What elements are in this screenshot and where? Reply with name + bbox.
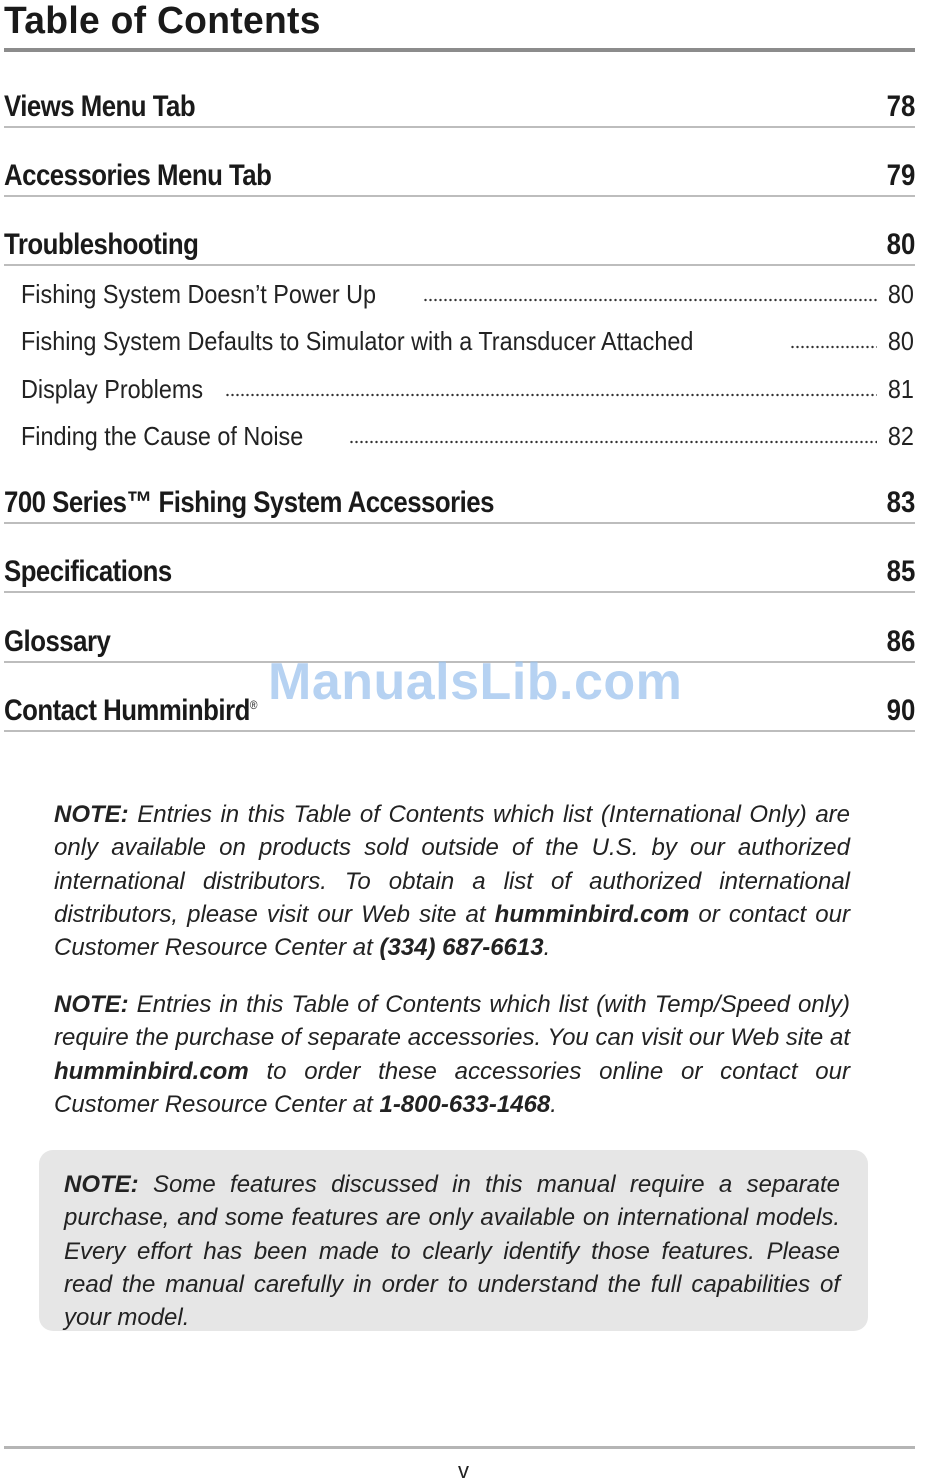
toc-entry-page: 86 bbox=[886, 625, 915, 658]
note-temp-speed: NOTE: Entries in this Table of Contents which list (with Temp/Speed only) require the purchase of separate accessories. You can visit our Web site at humminbird.com to order these accessories online or contact our Customer Resource Center at 1-800-633-1468. bbox=[54, 991, 850, 1118]
toc-entry-page: 90 bbox=[886, 694, 915, 727]
toc-entry-page: 85 bbox=[886, 555, 915, 588]
page-title: Table of Contents bbox=[4, 0, 321, 42]
toc-entry-views-menu-tab[interactable] bbox=[4, 82, 915, 128]
toc-subentry-page: 81 bbox=[887, 374, 914, 404]
toc-entry-page: 80 bbox=[886, 228, 915, 261]
website-link[interactable]: humminbird.com bbox=[54, 1057, 249, 1085]
dot-leader bbox=[423, 297, 877, 303]
toc-subentry-page: 80 bbox=[887, 279, 914, 309]
note-prefix: NOTE: bbox=[54, 991, 129, 1018]
dot-leader bbox=[225, 392, 877, 398]
toc-subentry-label: Fishing System Defaults to Simulator with a Transducer Attached bbox=[21, 326, 694, 356]
toc-entry-label: 700 Series™ Fishing System Accessories bbox=[4, 486, 494, 519]
title-divider bbox=[4, 48, 915, 52]
toc-subentry-label: Fishing System Doesn’t Power Up bbox=[21, 279, 377, 309]
note-prefix: NOTE: bbox=[64, 1171, 139, 1198]
dot-leader bbox=[790, 344, 877, 350]
note-prefix: NOTE: bbox=[54, 801, 129, 828]
toc-entry-page: 78 bbox=[886, 90, 915, 123]
toc-entry-accessories-menu-tab[interactable] bbox=[4, 151, 915, 197]
boxed-note-text: NOTE: Some features discussed in this manual require a separate purchase, and some features are only available on international models. Every effort has been made to clearly identify those features. Please read the manual carefully in order to understand the full capabilities of your model. bbox=[64, 1171, 840, 1332]
toc-entry-label: Glossary bbox=[4, 625, 111, 658]
watermark: ManualsLib.com bbox=[268, 653, 683, 711]
toc-entry-label: Troubleshooting bbox=[4, 228, 199, 261]
page-number: v bbox=[458, 1458, 469, 1483]
phone-number: (334) 687-6613 bbox=[379, 934, 544, 962]
phone-number: 1-800-633-1468 bbox=[379, 1090, 551, 1118]
toc-subentry-label: Display Problems bbox=[21, 374, 204, 404]
toc-subentry-page: 80 bbox=[887, 326, 914, 356]
toc-subentry-page: 82 bbox=[887, 421, 914, 451]
toc-entry-page: 79 bbox=[886, 159, 915, 192]
dot-leader bbox=[349, 439, 877, 445]
toc-entry-troubleshooting[interactable] bbox=[4, 220, 915, 266]
toc-subentry-noise[interactable] bbox=[21, 420, 914, 452]
toc-subentry-label: Finding the Cause of Noise bbox=[21, 421, 304, 451]
toc-entry-label: Accessories Menu Tab bbox=[4, 159, 272, 192]
registered-mark: ® bbox=[249, 698, 257, 712]
toc-entry-page: 83 bbox=[886, 486, 915, 519]
toc-entry-label: Views Menu Tab bbox=[4, 90, 196, 123]
note-international: NOTE: Entries in this Table of Contents which list (International Only) are only available on products sold outside of the U.S. by our authorized international distributors. To obtain a list of authorized international distributors, please visit our Web site at humminbird.com or contact our Customer Resource Center at (334) 687-6613. bbox=[54, 801, 850, 962]
toc-subentry-display-problems[interactable] bbox=[21, 373, 914, 405]
footer-divider bbox=[4, 1446, 915, 1449]
boxed-note bbox=[39, 1150, 868, 1331]
toc-entry-accessories[interactable] bbox=[4, 478, 915, 524]
toc-entry-label: Contact Humminbird® bbox=[4, 694, 257, 727]
toc-subentry-simulator[interactable] bbox=[21, 325, 914, 357]
toc-subentry-power-up[interactable] bbox=[21, 278, 914, 310]
toc-entry-specifications[interactable] bbox=[4, 547, 915, 593]
website-link[interactable]: humminbird.com bbox=[494, 900, 690, 928]
toc-entry-label: Specifications bbox=[4, 555, 172, 588]
